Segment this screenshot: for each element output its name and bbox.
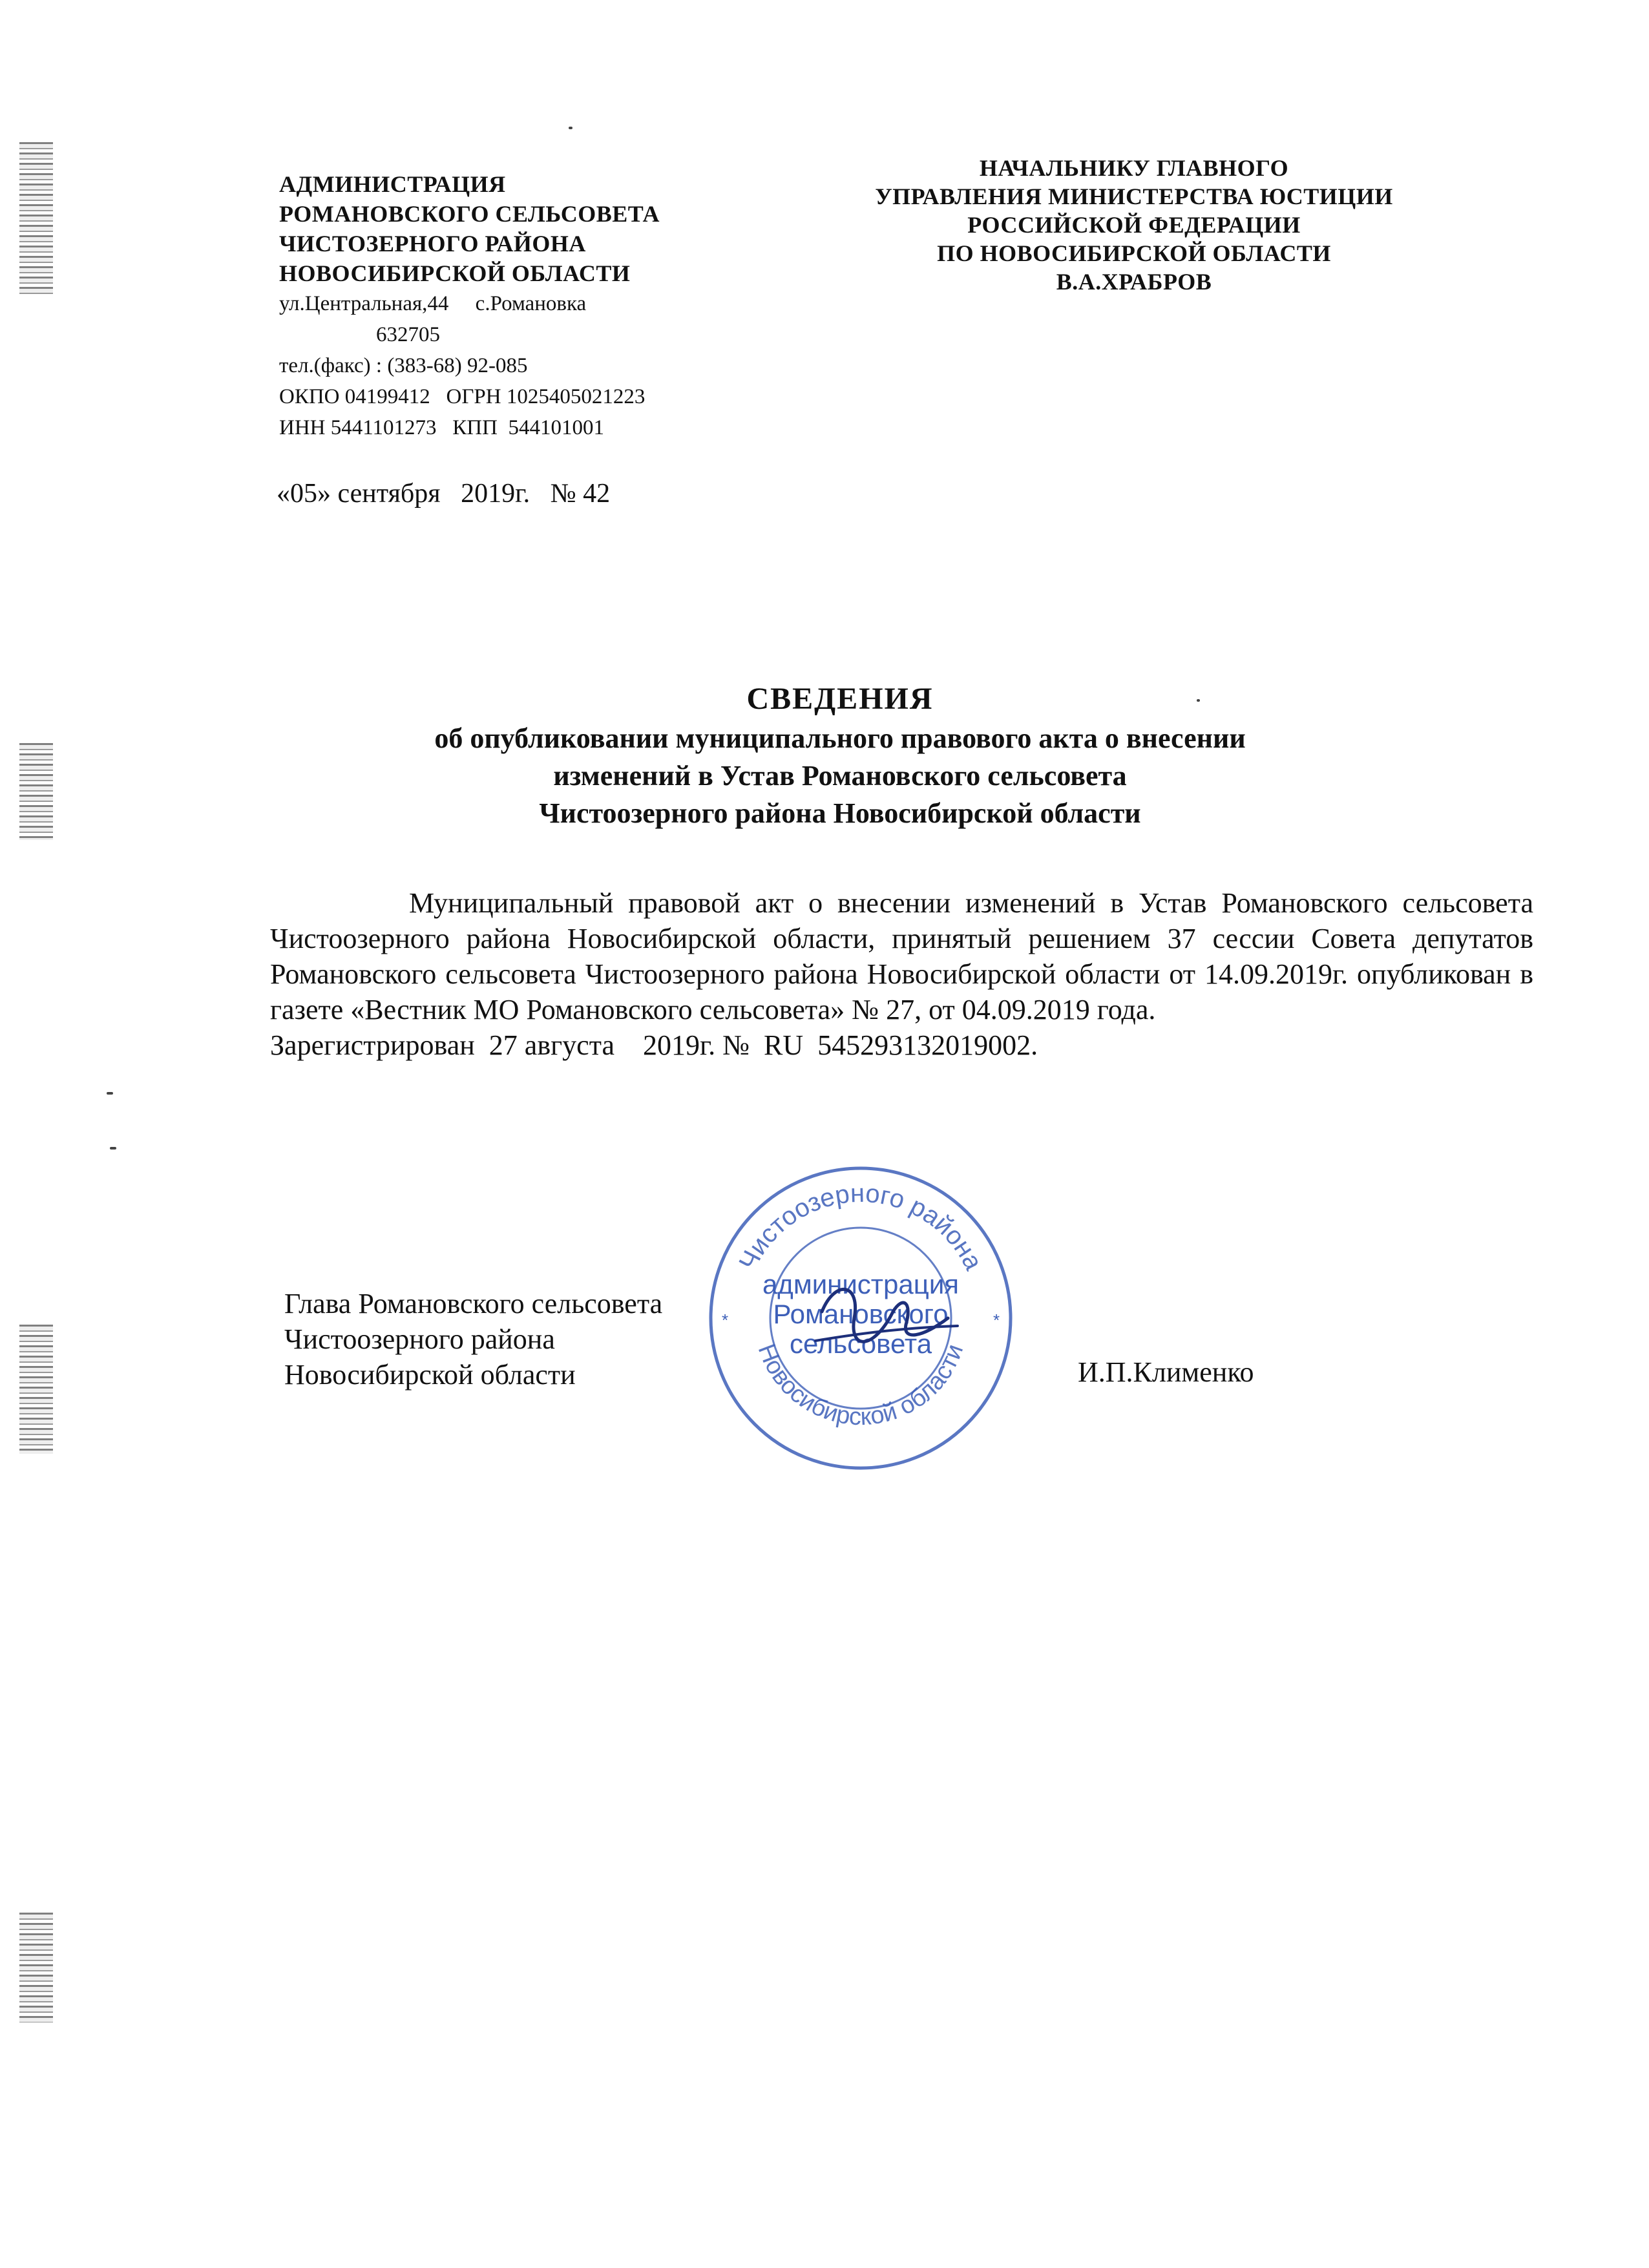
sender-org-line: РОМАНОВСКОГО СЕЛЬСОВЕТА [279,201,660,227]
scan-edge-mark [19,1325,53,1454]
sender-org-line: ЧИСТОЗЕРНОГО РАЙОНА [279,231,586,257]
document-body [270,885,1533,1063]
signatory-position-line: Чистоозерного района [284,1323,555,1355]
body-paragraph: Муниципальный правовой акт о внесении изменений в Устав Романовского сельсовета Чистоозерного района Новосибирской области, принятый решением 37 сессии Совета депутатов Романовского сельсовета Чистоозерного района Новосибирской области от 14.09.2019г. опубликован в газете «Вестник МО Романовского сельсовета» № 27, от 04.09.2019 года. [270,887,1533,1025]
sender-okpo-ogrn: ОКПО 04199412 ОГРН 1025405021223 [279,385,646,408]
title-subtitle-line: Чистоозерного района Новосибирской области [539,797,1141,829]
scan-speck [569,127,572,129]
sender-inn-kpp: ИНН 5441101273 КПП 544101001 [279,416,604,439]
signatory-position [284,1286,662,1392]
recipient-line: РОССИЙСКОЙ ФЕДЕРАЦИИ [967,212,1301,238]
scan-edge-mark [19,743,53,840]
sender-block [279,169,770,443]
sender-zip: 632705 [376,323,440,346]
official-stamp [699,1157,1022,1480]
title-subtitle-line: изменений в Устав Романовского сельсовета [553,760,1127,792]
stamp-outer-top-text: Чистоозерного района [733,1179,988,1275]
document-date-number: «05» сентября 2019г. № 42 [277,479,611,509]
stamp-outer-bottom-text: Новосибирской области [752,1340,969,1431]
title-subtitle-line: об опубликовании муниципального правового акта о внесении [434,722,1246,754]
sender-phone: тел.(факс) : (383-68) 92-085 [279,354,528,377]
signatory-name: И.П.Клименко [1078,1356,1254,1388]
document-title [194,678,1486,832]
stamp-center-line: Романовского [773,1299,949,1329]
sender-org-line: НОВОСИБИРСКОЙ ОБЛАСТИ [279,260,631,286]
recipient-line: В.А.ХРАБРОВ [1056,269,1212,295]
scan-edge-mark [19,142,53,297]
recipient-line: ПО НОВОСИБИРСКОЙ ОБЛАСТИ [937,240,1331,266]
stamp-center-line: сельсовета [789,1328,932,1359]
title-main: СВЕДЕНИЯ [746,682,934,716]
scan-speck [107,1092,113,1095]
stamp-star-mark: * [721,1310,729,1330]
stamp-center-line: администрация [762,1269,960,1299]
sender-address: ул.Центральная,44 с.Романовка [279,292,587,315]
scan-edge-mark [19,1913,53,2022]
recipient-line: НАЧАЛЬНИКУ ГЛАВНОГО [979,155,1289,181]
scan-speck [110,1147,116,1150]
sender-org-line: АДМИНИСТРАЦИЯ [279,171,506,197]
signatory-position-line: Новосибирской области [284,1359,576,1391]
stamp-star-mark: * [993,1310,1000,1330]
recipient-line: УПРАВЛЕНИЯ МИНИСТЕРСТВА ЮСТИЦИИ [875,184,1393,209]
recipient-block [808,154,1460,296]
registration-line: Зарегистрирован 27 августа 2019г. № RU 545293132019002. [270,1029,1038,1061]
signatory-position-line: Глава Романовского сельсовета [284,1288,663,1319]
